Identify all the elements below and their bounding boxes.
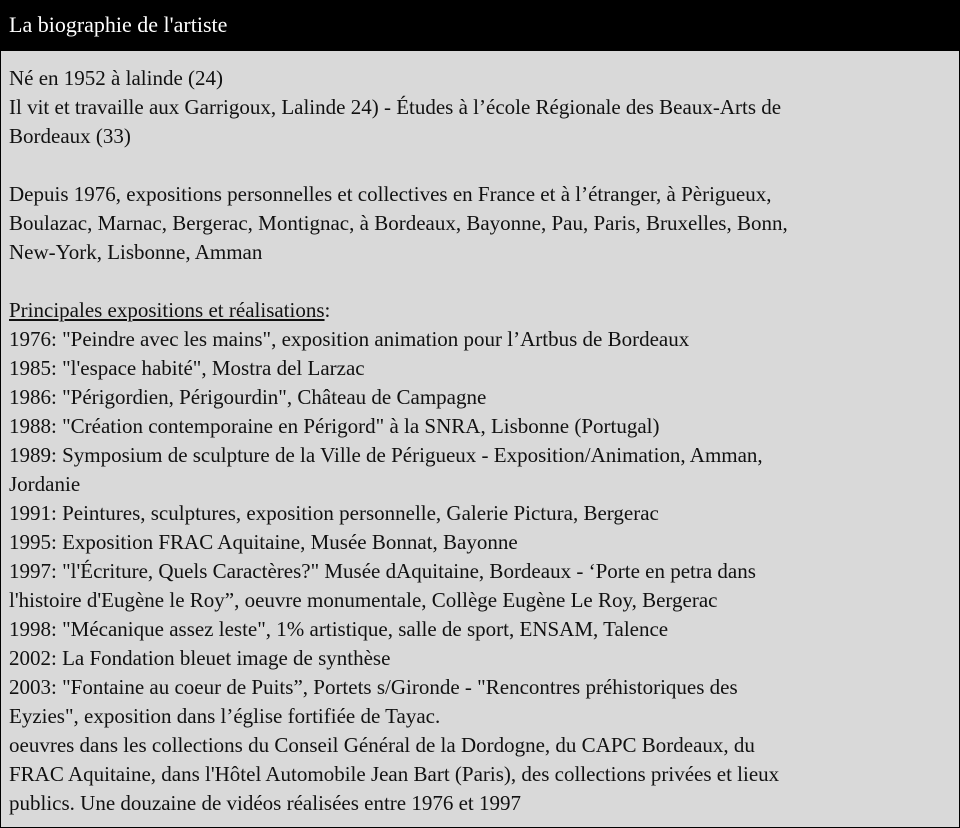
page-title: La biographie de l'artiste — [9, 12, 228, 37]
exhibition-line: 1985: "l'espace habité", Mostra del Larzac — [9, 356, 365, 380]
exhibition-line: Jordanie — [9, 472, 81, 496]
exhibition-line: 1997: "l'Écriture, Quels Caractères?" Musée dAquitaine, Bordeaux - ‘Porte en petra dans — [9, 559, 756, 583]
exhibition-line: l'histoire d'Eugène le Roy”, oeuvre monumentale, Collège Eugène Le Roy, Bergerac — [9, 588, 718, 612]
principal-heading-colon: : — [324, 298, 331, 322]
lives-line-1: Il vit et travaille aux Garrigoux, Lalinde 24) - Études à l’école Régionale des Beaux-Arts de — [9, 95, 782, 119]
since-line-3: New-York, Lisbonne, Amman — [9, 240, 263, 264]
exhibition-line: 1986: "Périgordien, Périgourdin", Château de Campagne — [9, 385, 487, 409]
collections-line: oeuvres dans les collections du Conseil Général de la Dordogne, du CAPC Bordeaux, du — [9, 733, 755, 757]
header-bar — [1, 1, 959, 51]
exhibition-line: 2002: La Fondation bleuet image de synthèse — [9, 646, 391, 670]
exhibition-line: 1995: Exposition FRAC Aquitaine, Musée Bonnat, Bayonne — [9, 530, 518, 554]
collections-line: publics. Une douzaine de vidéos réalisées entre 1976 et 1997 — [9, 791, 522, 815]
exhibition-line: 1998: "Mécanique assez leste", 1% artistique, salle de sport, ENSAM, Talence — [9, 617, 669, 641]
exhibition-line: 1988: "Création contemporaine en Périgord" à la SNRA, Lisbonne (Portugal) — [9, 414, 660, 438]
exhibition-line: 1976: "Peindre avec les mains", exposition animation pour l’Artbus de Bordeaux — [9, 327, 690, 351]
since-line-1: Depuis 1976, expositions personnelles et collectives en France et à l’étranger, à Pèrigueux, — [9, 182, 772, 206]
paragraph-gap — [9, 151, 951, 180]
paragraph-gap — [9, 267, 951, 296]
birth-line: Né en 1952 à lalinde (24) — [9, 66, 224, 90]
exhibition-line: Eyzies", exposition dans l’église fortifiée de Tayac. — [9, 704, 441, 728]
collections-line: FRAC Aquitaine, dans l'Hôtel Automobile Jean Bart (Paris), des collections privées et lieux — [9, 762, 780, 786]
exhibition-line: 1989: Symposium de sculpture de la Ville de Périgueux - Exposition/Animation, Amman, — [9, 443, 763, 467]
principal-heading: Principales expositions et réalisations — [9, 298, 325, 322]
biography-content — [1, 51, 959, 818]
lives-line-2: Bordeaux (33) — [9, 124, 131, 148]
since-line-2: Boulazac, Marnac, Bergerac, Montignac, à Bordeaux, Bayonne, Pau, Paris, Bruxelles, Bonn, — [9, 211, 788, 235]
exhibition-line: 1991: Peintures, sculptures, exposition personnelle, Galerie Pictura, Bergerac — [9, 501, 659, 525]
principal-heading-line — [9, 296, 951, 325]
exhibition-line: 2003: "Fontaine au coeur de Puits”, Portets s/Gironde - "Rencontres préhistoriques des — [9, 675, 738, 699]
